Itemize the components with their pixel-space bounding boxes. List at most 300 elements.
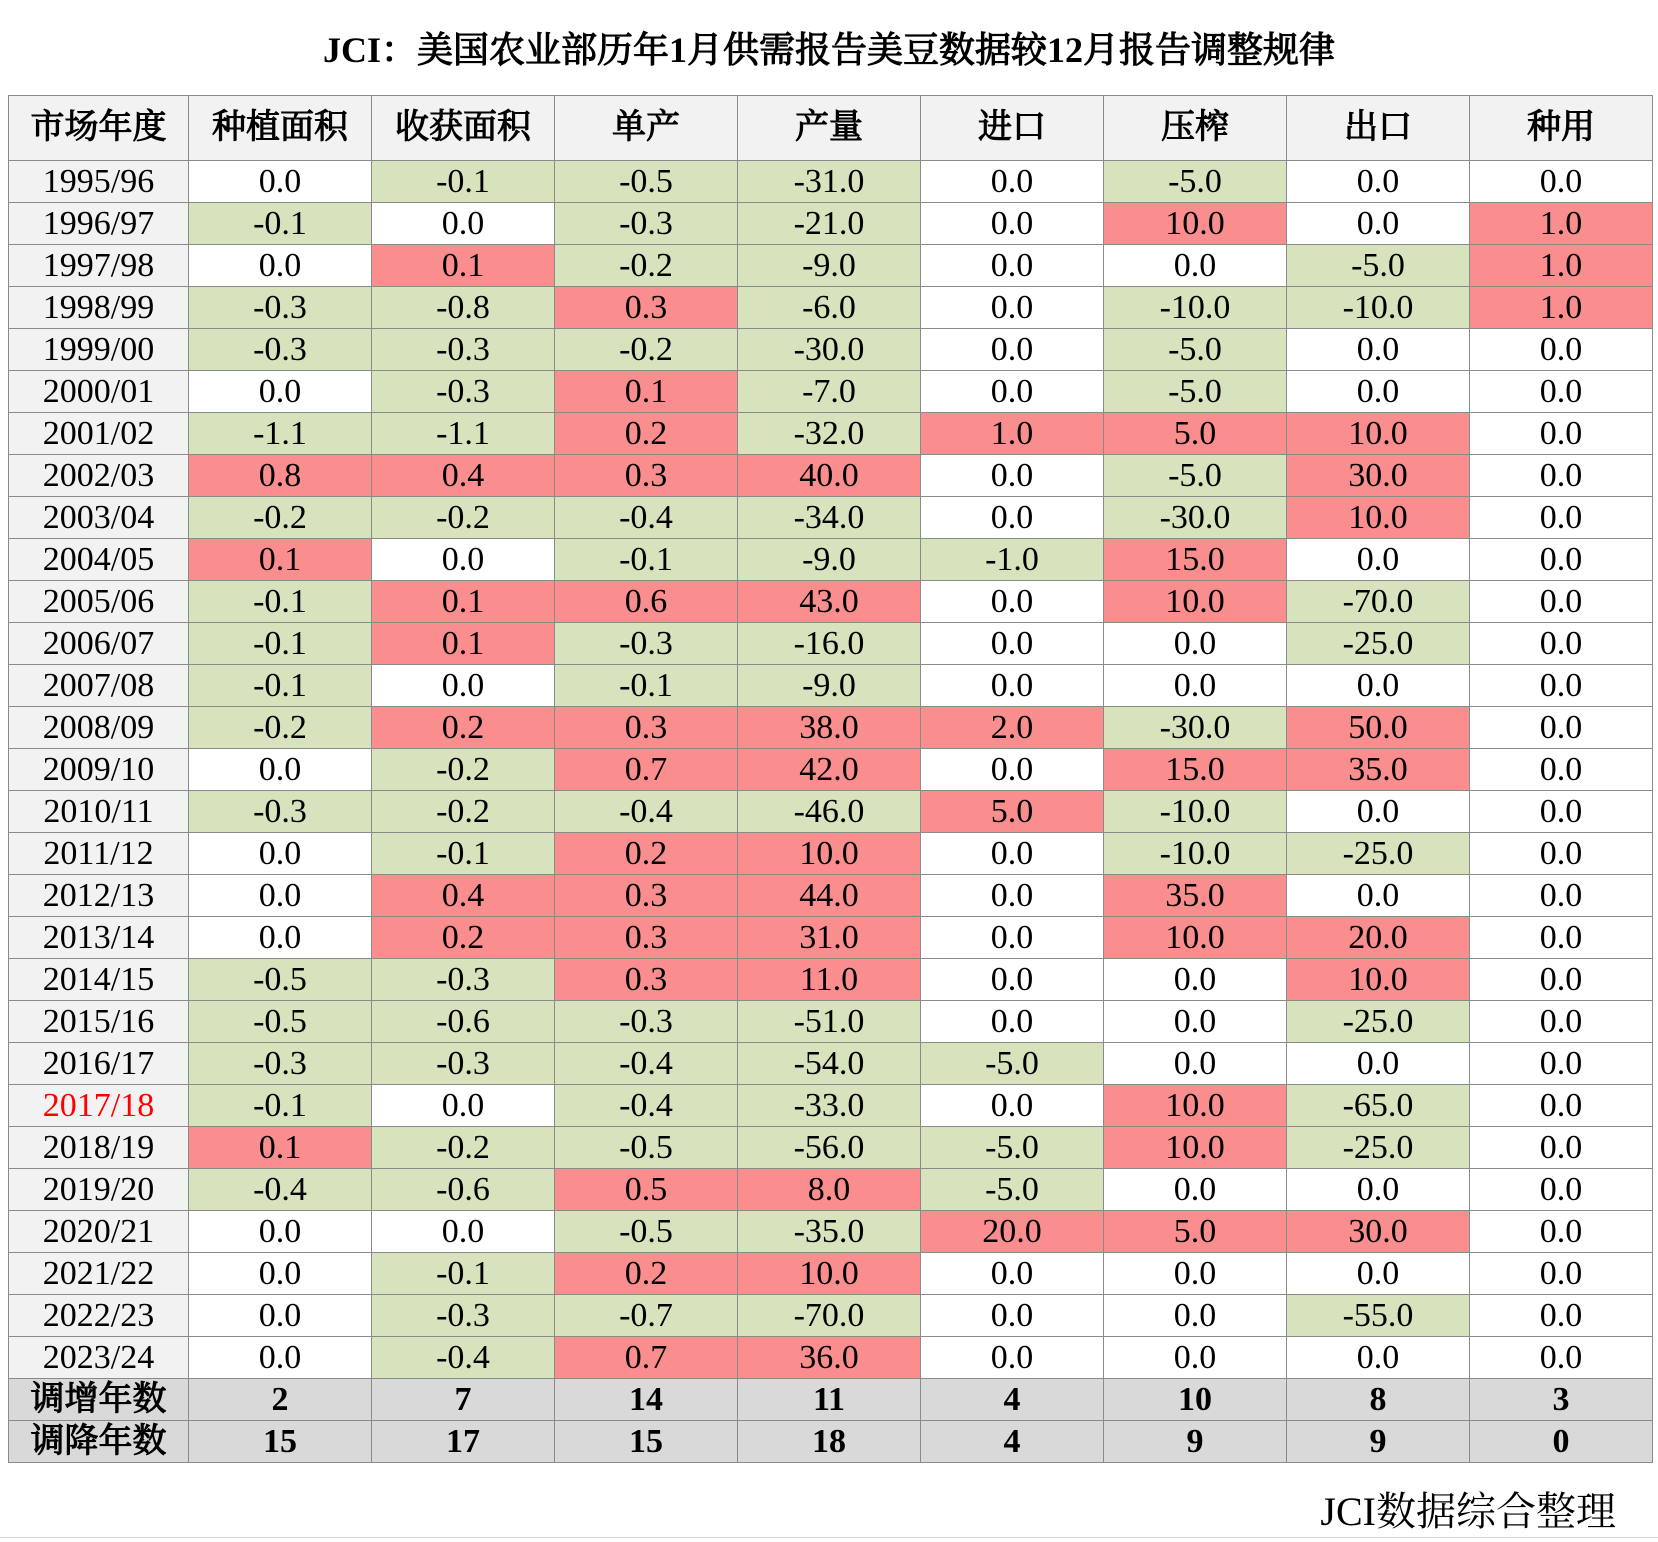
value-cell: 0.0 — [1470, 1001, 1653, 1043]
value-cell: -55.0 — [1287, 1295, 1470, 1337]
value-cell: -0.1 — [372, 833, 555, 875]
value-cell: 0.0 — [921, 1295, 1104, 1337]
value-cell: -10.0 — [1104, 833, 1287, 875]
value-cell: 0.0 — [1104, 1001, 1287, 1043]
value-cell: 0.0 — [921, 287, 1104, 329]
value-cell: 0.4 — [372, 455, 555, 497]
table-row — [9, 959, 1653, 1001]
value-cell: 10.0 — [1287, 413, 1470, 455]
value-cell: 0.0 — [921, 1253, 1104, 1295]
value-cell: 0.0 — [1104, 1295, 1287, 1337]
value-cell: 0.0 — [1104, 1169, 1287, 1211]
value-cell: 40.0 — [738, 455, 921, 497]
value-cell: 5.0 — [921, 791, 1104, 833]
value-cell: 0.0 — [1287, 875, 1470, 917]
value-cell: 0.0 — [921, 917, 1104, 959]
value-cell: -10.0 — [1104, 287, 1287, 329]
year-cell: 1999/00 — [9, 329, 189, 371]
value-cell: 42.0 — [738, 749, 921, 791]
summary-value: 11 — [738, 1379, 921, 1421]
table-row — [9, 497, 1653, 539]
year-cell: 2022/23 — [9, 1295, 189, 1337]
value-cell: 0.0 — [1470, 1127, 1653, 1169]
table-row — [9, 1295, 1653, 1337]
value-cell: 0.2 — [372, 917, 555, 959]
value-cell: -0.3 — [189, 791, 372, 833]
value-cell: -0.2 — [372, 791, 555, 833]
value-cell: 0.0 — [1287, 1043, 1470, 1085]
value-cell: 20.0 — [921, 1211, 1104, 1253]
value-cell: -1.1 — [372, 413, 555, 455]
value-cell: 0.0 — [1470, 1043, 1653, 1085]
value-cell: -5.0 — [921, 1043, 1104, 1085]
value-cell: 10.0 — [1287, 959, 1470, 1001]
value-cell: 0.0 — [1470, 1085, 1653, 1127]
year-cell: 2005/06 — [9, 581, 189, 623]
column-header: 压榨 — [1104, 96, 1287, 161]
value-cell: -0.6 — [372, 1169, 555, 1211]
value-cell: 0.0 — [1470, 791, 1653, 833]
year-cell: 2017/18 — [9, 1085, 189, 1127]
value-cell: 0.0 — [921, 455, 1104, 497]
value-cell: 0.0 — [1470, 329, 1653, 371]
value-cell: -10.0 — [1104, 791, 1287, 833]
value-cell: 0.3 — [555, 917, 738, 959]
summary-value: 9 — [1287, 1421, 1470, 1463]
value-cell: -0.5 — [555, 1211, 738, 1253]
value-cell: 0.0 — [1287, 329, 1470, 371]
page-title: JCI：美国农业部历年1月供需报告美豆数据较12月报告调整规律 — [322, 30, 1335, 70]
year-cell: 2004/05 — [9, 539, 189, 581]
value-cell: -0.4 — [555, 497, 738, 539]
value-cell: -7.0 — [738, 371, 921, 413]
value-cell: 0.0 — [189, 1211, 372, 1253]
value-cell: -0.5 — [555, 161, 738, 203]
value-cell: 0.0 — [1470, 539, 1653, 581]
value-cell: -5.0 — [1287, 245, 1470, 287]
value-cell: 0.0 — [921, 749, 1104, 791]
table-row — [9, 791, 1653, 833]
value-cell: 0.3 — [555, 455, 738, 497]
value-cell: 0.3 — [555, 959, 738, 1001]
summary-row — [9, 1421, 1653, 1463]
summary-value: 14 — [555, 1379, 738, 1421]
value-cell: 0.0 — [372, 1085, 555, 1127]
value-cell: -0.1 — [189, 203, 372, 245]
value-cell: 0.0 — [921, 161, 1104, 203]
value-cell: 0.3 — [555, 707, 738, 749]
value-cell: -0.1 — [189, 665, 372, 707]
value-cell: -16.0 — [738, 623, 921, 665]
year-cell: 2010/11 — [9, 791, 189, 833]
value-cell: -0.3 — [372, 959, 555, 1001]
value-cell: 0.2 — [555, 413, 738, 455]
value-cell: -21.0 — [738, 203, 921, 245]
value-cell: -0.3 — [555, 623, 738, 665]
value-cell: 0.8 — [189, 455, 372, 497]
value-cell: -0.8 — [372, 287, 555, 329]
summary-value: 7 — [372, 1379, 555, 1421]
value-cell: -30.0 — [1104, 497, 1287, 539]
value-cell: 10.0 — [738, 1253, 921, 1295]
value-cell: -0.4 — [555, 1043, 738, 1085]
table-row — [9, 833, 1653, 875]
value-cell: -65.0 — [1287, 1085, 1470, 1127]
table-row — [9, 665, 1653, 707]
value-cell: 0.0 — [189, 161, 372, 203]
value-cell: 0.1 — [372, 581, 555, 623]
table-row — [9, 1253, 1653, 1295]
value-cell: 0.0 — [372, 1211, 555, 1253]
value-cell: 10.0 — [1104, 1085, 1287, 1127]
value-cell: 0.0 — [921, 875, 1104, 917]
summary-label: 调降年数 — [9, 1421, 189, 1463]
value-cell: -6.0 — [738, 287, 921, 329]
value-cell: -35.0 — [738, 1211, 921, 1253]
value-cell: 0.0 — [921, 959, 1104, 1001]
year-cell: 2021/22 — [9, 1253, 189, 1295]
value-cell: 0.0 — [1470, 707, 1653, 749]
value-cell: 0.0 — [921, 371, 1104, 413]
value-cell: 10.0 — [1287, 497, 1470, 539]
year-cell: 2000/01 — [9, 371, 189, 413]
value-cell: 20.0 — [1287, 917, 1470, 959]
value-cell: -0.3 — [372, 329, 555, 371]
value-cell: 43.0 — [738, 581, 921, 623]
value-cell: 0.2 — [555, 833, 738, 875]
value-cell: -5.0 — [921, 1127, 1104, 1169]
value-cell: -0.7 — [555, 1295, 738, 1337]
value-cell: -25.0 — [1287, 1001, 1470, 1043]
value-cell: -0.5 — [189, 1001, 372, 1043]
value-cell: 5.0 — [1104, 413, 1287, 455]
value-cell: -0.1 — [555, 665, 738, 707]
value-cell: 5.0 — [1104, 1211, 1287, 1253]
value-cell: 30.0 — [1287, 1211, 1470, 1253]
value-cell: 0.0 — [189, 1337, 372, 1379]
value-cell: 0.0 — [1287, 791, 1470, 833]
value-cell: 0.1 — [555, 371, 738, 413]
table-row — [9, 1211, 1653, 1253]
value-cell: 2.0 — [921, 707, 1104, 749]
value-cell: -9.0 — [738, 539, 921, 581]
value-cell: 0.0 — [1104, 959, 1287, 1001]
value-cell: -34.0 — [738, 497, 921, 539]
value-cell: -30.0 — [1104, 707, 1287, 749]
value-cell: 0.2 — [555, 1253, 738, 1295]
value-cell: -5.0 — [1104, 371, 1287, 413]
value-cell: -0.1 — [189, 581, 372, 623]
value-cell: 0.0 — [1287, 1337, 1470, 1379]
column-header: 产量 — [738, 96, 921, 161]
value-cell: -0.2 — [189, 497, 372, 539]
value-cell: 8.0 — [738, 1169, 921, 1211]
value-cell: 0.0 — [372, 539, 555, 581]
value-cell: 0.0 — [1470, 1295, 1653, 1337]
year-cell: 2013/14 — [9, 917, 189, 959]
value-cell: 0.0 — [1470, 581, 1653, 623]
value-cell: 0.0 — [1470, 1337, 1653, 1379]
value-cell: 0.1 — [372, 245, 555, 287]
value-cell: 0.0 — [372, 665, 555, 707]
value-cell: 0.0 — [1470, 749, 1653, 791]
value-cell: 0.0 — [1104, 665, 1287, 707]
value-cell: 0.0 — [921, 245, 1104, 287]
value-cell: 0.0 — [1470, 1169, 1653, 1211]
value-cell: -0.2 — [555, 245, 738, 287]
year-cell: 1998/99 — [9, 287, 189, 329]
value-cell: -30.0 — [738, 329, 921, 371]
value-cell: 1.0 — [1470, 203, 1653, 245]
value-cell: 0.5 — [555, 1169, 738, 1211]
year-cell: 2007/08 — [9, 665, 189, 707]
value-cell: 30.0 — [1287, 455, 1470, 497]
value-cell: -1.0 — [921, 539, 1104, 581]
table-row — [9, 287, 1653, 329]
summary-value: 17 — [372, 1421, 555, 1463]
value-cell: -56.0 — [738, 1127, 921, 1169]
value-cell: 0.3 — [555, 287, 738, 329]
table-row — [9, 203, 1653, 245]
value-cell: 0.0 — [921, 1085, 1104, 1127]
table-row — [9, 455, 1653, 497]
value-cell: 0.0 — [372, 203, 555, 245]
value-cell: 0.0 — [1287, 161, 1470, 203]
value-cell: 0.0 — [1470, 161, 1653, 203]
value-cell: -0.1 — [189, 623, 372, 665]
summary-value: 15 — [555, 1421, 738, 1463]
year-cell: 2018/19 — [9, 1127, 189, 1169]
table-row — [9, 1001, 1653, 1043]
year-cell: 2023/24 — [9, 1337, 189, 1379]
value-cell: -0.2 — [372, 497, 555, 539]
value-cell: -0.2 — [372, 1127, 555, 1169]
value-cell: 0.0 — [1470, 623, 1653, 665]
value-cell: -9.0 — [738, 245, 921, 287]
value-cell: -25.0 — [1287, 623, 1470, 665]
value-cell: -0.1 — [189, 1085, 372, 1127]
value-cell: -0.3 — [372, 1043, 555, 1085]
value-cell: -0.3 — [189, 329, 372, 371]
year-cell: 2002/03 — [9, 455, 189, 497]
value-cell: 36.0 — [738, 1337, 921, 1379]
summary-value: 2 — [189, 1379, 372, 1421]
column-header: 种用 — [1470, 96, 1653, 161]
value-cell: 0.1 — [372, 623, 555, 665]
value-cell: -0.2 — [372, 749, 555, 791]
table-row — [9, 161, 1653, 203]
value-cell: -25.0 — [1287, 833, 1470, 875]
value-cell: -0.4 — [555, 791, 738, 833]
year-cell: 1995/96 — [9, 161, 189, 203]
value-cell: 0.0 — [1287, 203, 1470, 245]
value-cell: 0.0 — [1470, 665, 1653, 707]
value-cell: -25.0 — [1287, 1127, 1470, 1169]
value-cell: -0.2 — [189, 707, 372, 749]
value-cell: -1.1 — [189, 413, 372, 455]
year-cell: 2006/07 — [9, 623, 189, 665]
summary-value: 0 — [1470, 1421, 1653, 1463]
value-cell: 0.0 — [1287, 539, 1470, 581]
value-cell: 0.4 — [372, 875, 555, 917]
value-cell: -0.5 — [555, 1127, 738, 1169]
value-cell: -70.0 — [738, 1295, 921, 1337]
table-row — [9, 413, 1653, 455]
value-cell: -10.0 — [1287, 287, 1470, 329]
value-cell: 31.0 — [738, 917, 921, 959]
value-cell: -0.4 — [372, 1337, 555, 1379]
value-cell: 10.0 — [1104, 581, 1287, 623]
value-cell: 0.0 — [1287, 1253, 1470, 1295]
value-cell: 0.0 — [189, 917, 372, 959]
value-cell: 0.0 — [921, 581, 1104, 623]
table-row — [9, 1169, 1653, 1211]
table-row — [9, 1337, 1653, 1379]
value-cell: 38.0 — [738, 707, 921, 749]
table-row — [9, 245, 1653, 287]
value-cell: -46.0 — [738, 791, 921, 833]
value-cell: -70.0 — [1287, 581, 1470, 623]
year-cell: 2011/12 — [9, 833, 189, 875]
value-cell: 0.0 — [189, 1253, 372, 1295]
value-cell: 0.0 — [1470, 371, 1653, 413]
value-cell: 10.0 — [1104, 917, 1287, 959]
bottom-divider — [0, 1537, 1658, 1538]
value-cell: 0.0 — [921, 833, 1104, 875]
value-cell: -0.3 — [555, 203, 738, 245]
value-cell: 0.0 — [1104, 1337, 1287, 1379]
year-cell: 2012/13 — [9, 875, 189, 917]
value-cell: 0.0 — [1287, 371, 1470, 413]
value-cell: -5.0 — [1104, 161, 1287, 203]
column-header: 出口 — [1287, 96, 1470, 161]
value-cell: -0.3 — [372, 371, 555, 413]
value-cell: -0.5 — [189, 959, 372, 1001]
value-cell: -0.1 — [372, 161, 555, 203]
value-cell: 44.0 — [738, 875, 921, 917]
summary-row — [9, 1379, 1653, 1421]
year-cell: 2003/04 — [9, 497, 189, 539]
value-cell: 10.0 — [738, 833, 921, 875]
value-cell: -0.4 — [555, 1085, 738, 1127]
value-cell: -9.0 — [738, 665, 921, 707]
column-header: 种植面积 — [189, 96, 372, 161]
value-cell: 0.0 — [189, 245, 372, 287]
value-cell: 1.0 — [1470, 245, 1653, 287]
value-cell: 1.0 — [1470, 287, 1653, 329]
summary-value: 4 — [921, 1379, 1104, 1421]
summary-value: 3 — [1470, 1379, 1653, 1421]
column-header: 收获面积 — [372, 96, 555, 161]
summary-value: 4 — [921, 1421, 1104, 1463]
value-cell: 0.0 — [1104, 1253, 1287, 1295]
column-header: 单产 — [555, 96, 738, 161]
value-cell: 0.0 — [921, 665, 1104, 707]
value-cell: 0.0 — [921, 497, 1104, 539]
source-note: JCI数据综合整理 — [1320, 1489, 1616, 1534]
year-column-header: 市场年度 — [9, 96, 189, 161]
value-cell: 0.0 — [921, 1001, 1104, 1043]
year-cell: 1997/98 — [9, 245, 189, 287]
value-cell: 0.0 — [1470, 917, 1653, 959]
value-cell: -0.3 — [189, 1043, 372, 1085]
value-cell: 0.0 — [1470, 833, 1653, 875]
value-cell: -0.2 — [555, 329, 738, 371]
table-row — [9, 917, 1653, 959]
summary-label: 调增年数 — [9, 1379, 189, 1421]
table-row — [9, 1043, 1653, 1085]
value-cell: 0.0 — [1287, 665, 1470, 707]
value-cell: -0.1 — [372, 1253, 555, 1295]
value-cell: 0.0 — [1104, 1043, 1287, 1085]
value-cell: -33.0 — [738, 1085, 921, 1127]
year-cell: 2009/10 — [9, 749, 189, 791]
value-cell: -0.3 — [555, 1001, 738, 1043]
table-row — [9, 1085, 1653, 1127]
value-cell: 10.0 — [1104, 203, 1287, 245]
value-cell: -0.4 — [189, 1169, 372, 1211]
header-row — [9, 96, 1653, 161]
table-row — [9, 707, 1653, 749]
value-cell: 15.0 — [1104, 539, 1287, 581]
column-header: 进口 — [921, 96, 1104, 161]
value-cell: 0.0 — [1470, 413, 1653, 455]
value-cell: 15.0 — [1104, 749, 1287, 791]
value-cell: 0.3 — [555, 875, 738, 917]
year-cell: 2019/20 — [9, 1169, 189, 1211]
value-cell: 10.0 — [1104, 1127, 1287, 1169]
value-cell: -31.0 — [738, 161, 921, 203]
value-cell: 0.0 — [189, 833, 372, 875]
value-cell: 1.0 — [921, 413, 1104, 455]
value-cell: 0.0 — [1287, 1169, 1470, 1211]
value-cell: 0.0 — [1104, 245, 1287, 287]
value-cell: 0.0 — [1470, 875, 1653, 917]
value-cell: -0.6 — [372, 1001, 555, 1043]
value-cell: 0.1 — [189, 539, 372, 581]
value-cell: -54.0 — [738, 1043, 921, 1085]
value-cell: 0.0 — [189, 1295, 372, 1337]
value-cell: 0.0 — [1470, 455, 1653, 497]
value-cell: 0.0 — [1470, 1211, 1653, 1253]
year-cell: 2008/09 — [9, 707, 189, 749]
value-cell: 0.1 — [189, 1127, 372, 1169]
value-cell: 0.0 — [1104, 623, 1287, 665]
summary-value: 10 — [1104, 1379, 1287, 1421]
table-row — [9, 623, 1653, 665]
value-cell: 11.0 — [738, 959, 921, 1001]
value-cell: 0.0 — [921, 203, 1104, 245]
summary-value: 15 — [189, 1421, 372, 1463]
value-cell: 35.0 — [1104, 875, 1287, 917]
value-cell: 0.0 — [1470, 497, 1653, 539]
value-cell: 0.0 — [921, 1337, 1104, 1379]
value-cell: 0.2 — [372, 707, 555, 749]
year-cell: 2020/21 — [9, 1211, 189, 1253]
value-cell: -0.3 — [189, 287, 372, 329]
year-cell: 2015/16 — [9, 1001, 189, 1043]
summary-value: 9 — [1104, 1421, 1287, 1463]
value-cell: 35.0 — [1287, 749, 1470, 791]
table-row — [9, 539, 1653, 581]
value-cell: -5.0 — [1104, 329, 1287, 371]
value-cell: 0.7 — [555, 1337, 738, 1379]
year-cell: 1996/97 — [9, 203, 189, 245]
value-cell: 0.0 — [189, 875, 372, 917]
value-cell: -51.0 — [738, 1001, 921, 1043]
summary-value: 18 — [738, 1421, 921, 1463]
table-row — [9, 371, 1653, 413]
